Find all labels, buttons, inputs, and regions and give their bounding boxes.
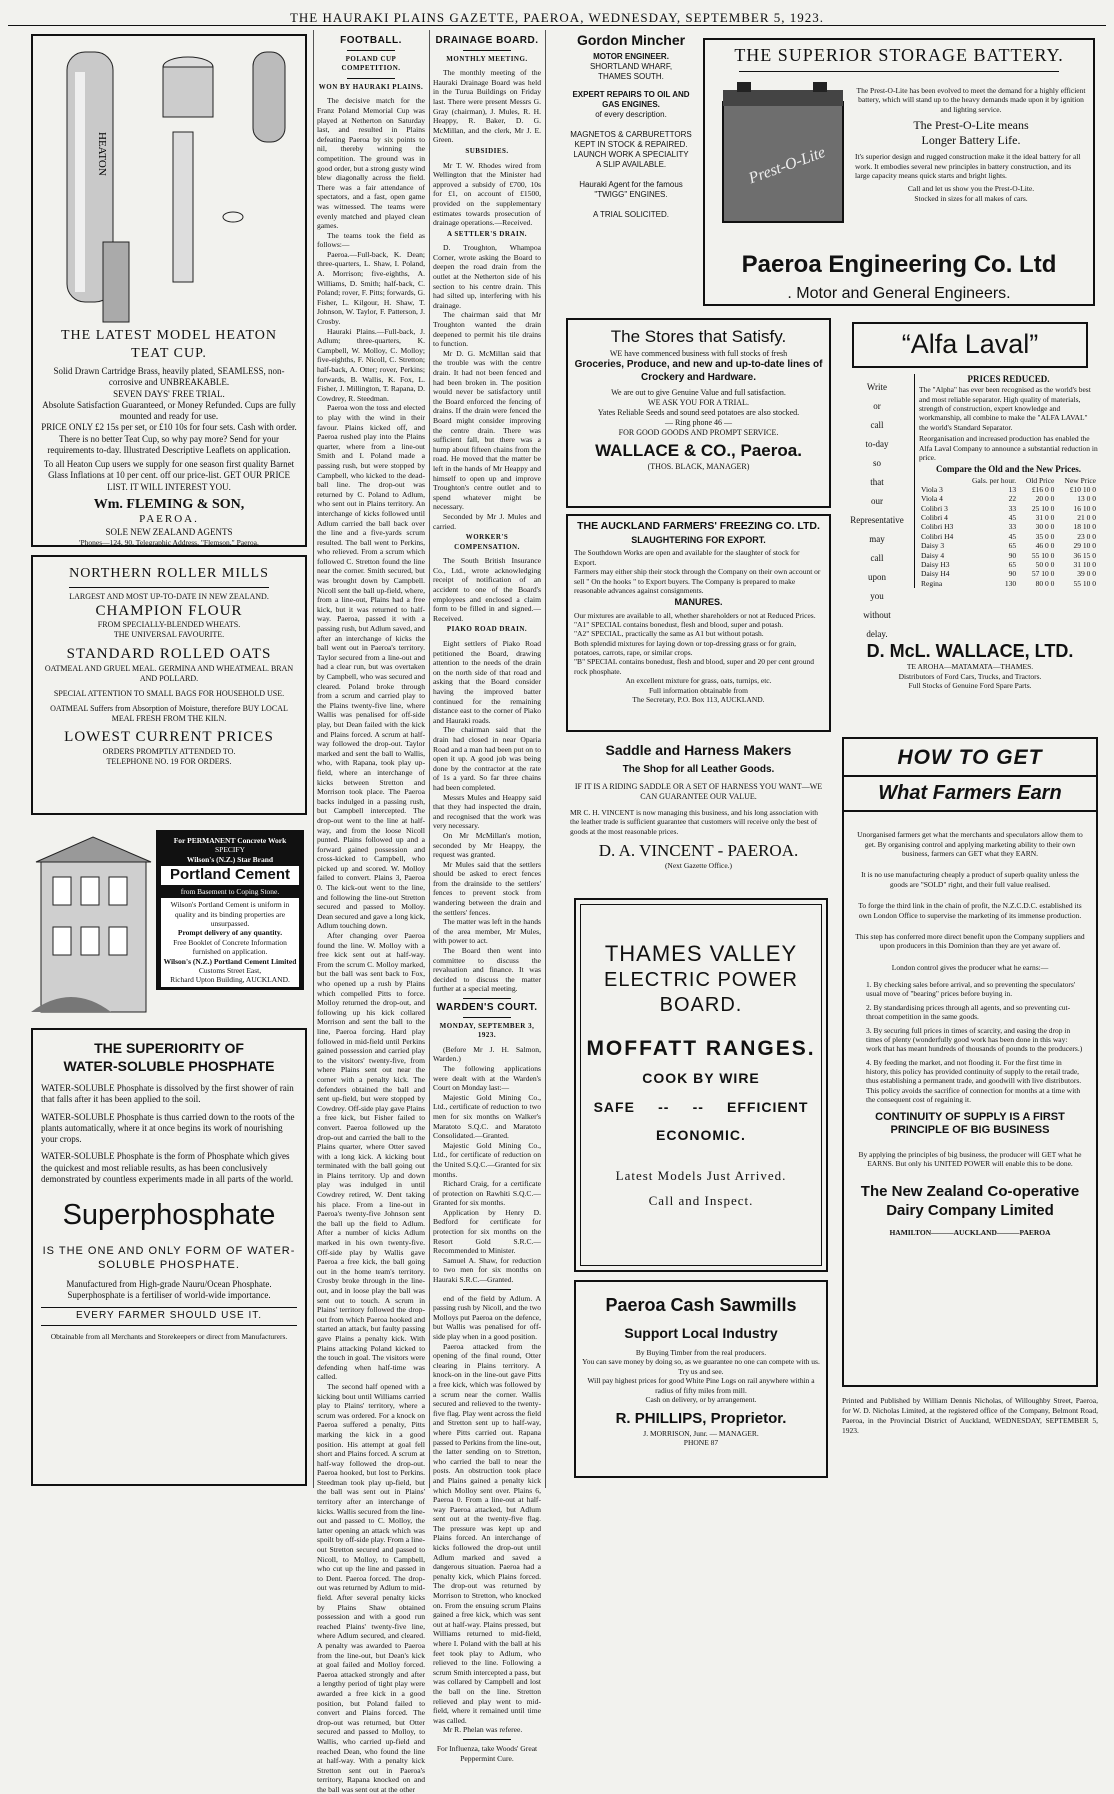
cement-line: Prompt delivery of any quantity.: [177, 928, 283, 938]
cell: 45: [1008, 531, 1017, 541]
mills-line: OATMEAL Suffers from Absorption of Moisture, therefore BUY LOCAL MEAL FRESH FROM THE KILN.: [50, 704, 288, 723]
article-paragraph: The following applications were dealt with at the Warden's Court on Monday last:—: [433, 1063, 541, 1093]
wallace-stores-ad: [566, 318, 831, 508]
dairy-company-ad: [842, 737, 1098, 1387]
article-paragraph: The Board then went into committee to discuss the revaluation and finance. It was decided to discuss the matter further at a special meeting.: [433, 946, 541, 994]
alfa-line: TE AROHA—MATAMATA—THAMES.: [906, 662, 1034, 671]
mills-line: LARGEST AND MOST UP-TO-DATE IN NEW ZEALAND.: [69, 591, 269, 601]
sawmills-line: Cash on delivery, or by arrangement.: [645, 1394, 757, 1404]
alfa-side-word: Representative: [850, 515, 904, 525]
storage-battery-ad: [703, 38, 1095, 306]
dairy-title-2: What Farmers Earn: [844, 775, 1096, 812]
section-heading: SUBSIDIES.: [465, 146, 509, 155]
dairy-para: By applying the principles of big business, the producer will GET what he EARNS. But only his UNITED POWER will enable this to be done.: [858, 1150, 1082, 1169]
power-line: Latest Models Just Arrived.: [615, 1168, 787, 1184]
dairy-para: To forge the third link in the chain of profit, the N.Z.C.D.C. established its own London Office to supervise the marketing of its immense production.: [858, 901, 1082, 920]
mincher-line: EXPERT REPAIRS TO OIL AND GAS ENGINES.: [572, 89, 690, 109]
saddle-firm: D. A. VINCENT - PAEROA.: [598, 841, 799, 861]
mincher-line: Hauraki Agent for the famous "TWIGG" ENGINES.: [579, 179, 683, 199]
article-paragraph: The teams took the field as follows:—: [317, 230, 425, 250]
power-line: Call and Inspect.: [648, 1192, 754, 1208]
table-row: [919, 551, 1098, 560]
cement-line: Richard Upton Building, AUCKLAND.: [170, 975, 290, 985]
cell: 39 0 0: [1077, 569, 1096, 579]
alfa-side-word: Write: [866, 382, 888, 392]
table-row: [919, 532, 1098, 541]
power-title-2: ELECTRIC POWER BOARD.: [603, 968, 799, 1016]
cell: 31 0 0: [1035, 513, 1055, 522]
battery-firm: Paeroa Engineering Co. Ltd: [741, 251, 1057, 278]
alfa-side-word: may: [869, 534, 885, 544]
alfa-price-table: [919, 476, 1098, 589]
heaton-line: Absolute Satisfaction Guaranteed, or Money Refunded. Cups are fully mounted and ready for use.: [42, 399, 296, 421]
alfa-title: “Alfa Laval”: [852, 322, 1088, 368]
dairy-heading: CONTINUITY OF SUPPLY IS A FIRST: [875, 1110, 1065, 1123]
table-row: [919, 560, 1098, 569]
alfa-side-word: without: [863, 610, 891, 620]
phosphate-title-2: WATER-SOLUBLE PHOSPHATE: [63, 1057, 275, 1074]
sawmills-subtitle: Support Local Industry: [624, 1324, 778, 1341]
alfa-firm: D. McL. WALLACE, LTD.: [866, 641, 1074, 661]
portland-cement-ad: [31, 822, 307, 1022]
phosphate-brand: Superphosphate: [62, 1199, 276, 1231]
heaton-phones: 'Phones—124, 90. Telegraphic Address, "Flemson," Paeroa.: [79, 538, 259, 548]
saddle-line: MR C. H. VINCENT is now managing this business, and his long association with the leather trade is sufficient guarantee that customers will receive only the best of goods at the most reasonable prices.: [570, 808, 819, 836]
stores-line: Groceries, Produce, and new and up-to-date lines of Crockery and Hardware.: [574, 359, 823, 383]
drainage-column: [433, 32, 541, 1763]
mincher-line: SHORTLAND WHARF,: [589, 61, 673, 71]
table-row: [919, 522, 1098, 531]
dairy-list-item: 2. By standardising prices through all agents, and so preventing cut-throat competition in the same goods.: [866, 1002, 1071, 1022]
cell: 57 10 0: [1031, 569, 1055, 579]
cell: 21 0 0: [1077, 513, 1096, 522]
cement-line: Customs Street East,: [198, 965, 262, 975]
superphosphate-ad: [31, 1028, 307, 1486]
heaton-town: PAEROA.: [139, 513, 199, 526]
battery-para: Stocked in sizes for all makes of cars.: [914, 193, 1028, 203]
mincher-line: MOTOR ENGINEER.: [593, 51, 669, 61]
article-paragraph: Richard Craig, for a certificate of protection on Rawhiti S.Q.C.—Granted for six months.: [433, 1179, 541, 1208]
alfa-side-word: that: [870, 477, 884, 487]
cell: 20 0 0: [1035, 494, 1055, 504]
heaton-line: Solid Drawn Cartridge Brass, heavily plated, SEAMLESS, non-corrosive and UNBREAKABLE.: [53, 366, 285, 388]
cell: 16 10 0: [1073, 503, 1096, 513]
mincher-line: MAGNETOS & CARBURETTORS KEPT IN STOCK & REPAIRED.: [570, 129, 692, 149]
article-paragraph: (Before Mr J. H. Salmon, Warden.): [433, 1044, 541, 1064]
dairy-heading: PRINCIPLE OF BIG BUSINESS: [890, 1124, 1050, 1137]
dairy-para: This step has conferred more direct benefit upon the Company suppliers and upon producers in this Dominion than they are yet aware of.: [855, 931, 1085, 951]
moffatt-ranges: MOFFATT RANGES.: [586, 1036, 816, 1060]
article-paragraph: Seconded by Mr J. Mules and carried.: [433, 511, 541, 531]
cell: 35 0 0: [1035, 531, 1055, 541]
saddle-title: Saddle and Harness Makers: [605, 742, 792, 758]
gordon-mincher-ad: [566, 32, 696, 310]
printers-imprint: Printed and Published by William Dennis Nicholas, of Willoughby Street, Paeroa, for W. D. Nicholas Limited, at the registered office of the Company, Belmont Road, Paeroa, in the Provincial District of Auckland, WEDNESDAY, SEPTEMBER 5, 1923.: [842, 1396, 1098, 1436]
stores-line: (THOS. BLACK, MANAGER): [647, 461, 750, 471]
article-paragraph: Mr T. W. Rhodes wired from Wellington that the Minister had approved a subsidy of £700, 10s for £1, on account of £1500, provided on the supplementary estimates towards prosecution of drainage operations.—Received.: [433, 160, 541, 228]
article-paragraph: end of the field by Adlum. A passing rush by Nicoll, and the two Molloys put Paeroa on the defence, but Wallis was penalised for off-side play when in a good position.: [433, 1293, 541, 1341]
cell: £10 10 0: [1069, 484, 1096, 494]
mills-champion-flour: CHAMPION FLOUR: [95, 602, 243, 619]
column-rule: [545, 30, 546, 1488]
cell: 13 0 0: [1077, 494, 1096, 504]
phosphate-line: Superphosphate is a fertiliser of world-wide importance.: [67, 1290, 271, 1300]
mills-rolled-oats: STANDARD ROLLED OATS: [66, 646, 272, 663]
cell: 33: [1008, 522, 1017, 532]
cell: 23 0 0: [1077, 531, 1096, 541]
cell: Daisy 4: [921, 550, 945, 560]
table-row: [919, 494, 1098, 503]
mills-line: FROM SPECIALLY-BLENDED WHEATS.: [97, 620, 241, 630]
phosphate-title-1: THE SUPERIORITY OF: [94, 1040, 244, 1056]
heaton-line: PRICE ONLY £2 15s per set, or £10 10s for four sets. Cash with order.: [41, 422, 297, 433]
power-safe: SAFE: [593, 1099, 635, 1116]
stores-line: WE ASK YOU FOR A TRIAL.: [648, 398, 749, 408]
freezing-co-ad: [566, 514, 831, 732]
article-paragraph: Eight settlers of Piako Road petitioned the Board, drawing attention to the needs of the drain on the north side of that road and asking that the Board consider having the improved batter continued for the remaining distance east to the corner of Piako and Hauraki roads.: [433, 639, 541, 725]
cell: 46 0 0: [1035, 541, 1055, 551]
article-paragraph: The chairman said that Mr Troughton wanted the drain deepened to permit his tile drains to function.: [433, 310, 541, 349]
article-paragraph: Mr D. G. McMillan said that the trouble was with the centre drain. It had not been fenced and had been broken in. The position would never be satisfactory until the Board enforced the fencing of drains. If the drain were fenced the Board might consider improving the centre drain. There was sufficient fall, but there was a hump about fifteen chains from the road. He moved that the matter be left in the hands of Mr Heappy and himself to open up and improve Troughton's centre outlet and to spend whatever might be necessary.: [433, 348, 541, 512]
alfa-line: Distributors of Ford Cars, Trucks, and Tractors.: [898, 672, 1042, 681]
phosphate-line: Manufactured from High-grade Nauru/Ocean Phosphate.: [66, 1278, 272, 1289]
table-header: Old Price: [1025, 475, 1055, 485]
battery-illustration: [715, 82, 850, 232]
freezing-para: The Secretary, P.O. Box 113, AUCKLAND.: [632, 694, 765, 704]
article-paragraph: Mr R. Phelan was referee.: [443, 1725, 523, 1735]
mills-line: ORDERS PROMPTLY ATTENDED TO.: [102, 746, 236, 756]
alfa-laval-ad: [842, 318, 1098, 688]
cell: 13: [1008, 484, 1017, 494]
article-paragraph: The chairman said that the drain had closed in near Oparia Road and a man had been put on to open it up. A good job was being done by the contractor at the rate of 1s a yard. So far three chains had been completed.: [433, 725, 541, 792]
masthead: THE HAURAKI PLAINS GAZETTE, PAEROA, WEDNESDAY, SEPTEMBER 5, 1923.: [0, 0, 1114, 28]
freezing-para: Our mixtures are available to all, whether shareholders or not at Reduced Prices.: [574, 610, 816, 620]
freezing-para: "A1" SPECIAL contains bonedust, flesh and blood, super and potash.: [574, 619, 784, 629]
battery-logo: Prest-O-Lite: [746, 143, 828, 188]
stores-line: — Ring phone 46 —: [664, 418, 733, 428]
alfa-side-word: call: [870, 420, 884, 430]
article-paragraph: Paeroa won the toss and elected to play with the wind in their favour. Plains kicked off, and Paeroa rushed play into the Plains quarter, where from a line-out Smith and I. Poland made a passing rush, but were stopped by Campbell, who kicked to the dead-ball line. The drop-out was returned by C. Poland to Adlum, who sent out in Plains territory. An interchange of kicks followed until Adlum carried the ball back over the line and a five-yards scrum resulted. The ball went to Perkins, who relieved. From a scrum which followed C. Stretton found the line near the corner. Smith secured, but was brought down by Campbell. Nicoll sent the ball up-field, where, from a line-out, Plains had a free kick, but it was returned to half-way. Paeroa, passed it with a passing rush, but Adlum saved, and after an interchange of kicks the ball went out in Paeroa's territory. Taylor secured from a line-out and had a clear run, but was overtaken by Campbell, who was secured and cleared. Poland broke through from a scrum and carried play to the Plains twenty-five line, where Wallis was penalised for off-side play, but Dean failed with the kick and Plains forced. A scrum at half-way followed the drop-out. Taylor marked and sent the ball to Wallis, who, with Rapana, took play up-field, where an interchange of kicks between Stretton and Morrison took place. The Paeroa backs indulged in a passing rush, but Campbell intercepted. The drop-out went to the line at half-way, and from the loose Nicoll punted. Plains followed up and a forward gained possession and cross-kicked to Campbell, who picked up and scored. W. Molloy failed to convert. Plains 3, Paeroa 0. The kick-out went to the line, and following the line-out Stretton secured and passed to Molloy. Dean secured and gave a long kick, Adlum touching down.: [317, 403, 425, 931]
filler-notice: For Influenza, take Woods' Great Peppermint Cure.: [436, 1743, 538, 1763]
heaton-title-1: THE LATEST MODEL HEATON: [60, 328, 277, 343]
cell: 25 10 0: [1031, 503, 1055, 513]
alfa-side-word: delay.: [866, 629, 888, 639]
sawmills-line: J. MORRISON, Junr. — MANAGER.: [643, 1429, 759, 1438]
alfa-side-word: you: [870, 591, 884, 601]
cell: Colibri H4: [921, 531, 954, 541]
mincher-line: A SLIP AVAILABLE.: [595, 159, 667, 169]
stores-firm: WALLACE & CO., Paeroa.: [595, 441, 802, 461]
battery-title: THE SUPERIOR STORAGE BATTERY.: [734, 45, 1064, 65]
freezing-title: THE AUCKLAND FARMERS' FREEZING CO. LTD.: [577, 520, 820, 532]
freezing-para: "B" SPECIAL contains bonedust, flesh and blood, super and 20 per cent ground rock phosphate.: [574, 657, 814, 676]
mincher-line: of every description.: [595, 109, 667, 119]
section-heading: PIAKO ROAD DRAIN.: [446, 625, 528, 634]
battery-para: The Prest-O-Lite has been evolved to meet the demand for a highly efficient battery, which will stand up to the heavy demands made upon it by ignition and lighting service.: [856, 86, 1086, 114]
cement-line: Wilson's (N.Z.) Portland Cement Limited: [163, 956, 297, 966]
table-header: [919, 476, 962, 485]
power-economic: ECONOMIC.: [656, 1126, 746, 1143]
football-subheading: POLAND CUP COMPETITION.: [341, 54, 401, 73]
mills-line: THE UNIVERSAL FAVOURITE.: [113, 630, 225, 640]
cell: 65: [1008, 541, 1017, 551]
mincher-name: Gordon Mincher: [576, 32, 686, 48]
sawmills-firm: R. PHILLIPS, Proprietor.: [615, 1410, 787, 1428]
phosphate-line: IS THE ONE AND ONLY FORM OF WATER-SOLUBLE PHOSPHATE.: [42, 1245, 296, 1271]
power-dash: --: [692, 1099, 704, 1116]
cell: 90: [1008, 550, 1017, 560]
cell: Viola 4: [921, 494, 943, 504]
table-row: [919, 485, 1098, 494]
cell: 55 10 0: [1031, 550, 1055, 560]
alfa-side-word: so: [872, 458, 881, 468]
cell: Colibri 3: [921, 503, 948, 513]
table-row: [919, 569, 1098, 578]
power-title-1: THAMES VALLEY: [604, 941, 798, 966]
heaton-title-2: TEAT CUP.: [131, 345, 207, 361]
cell: 50 0 0: [1035, 559, 1055, 569]
cement-line: Wilson's Portland Cement is uniform in quality and its binding properties are unsurpassed.: [170, 900, 290, 928]
heaton-line: To all Heaton Cup users we supply for one season first quality Barnet Glass Inflations at 10 per cent. off our price-list. GET OUR PRICE LIST. IT WILL INTEREST YOU.: [43, 459, 295, 492]
article-paragraph: Paeroa attacked from the opening of the final round, Otter clearing in Plains territory. A knock-on in the line-out gave Pitts a free kick, which was followed by a scrum near the corner. Wallis secured and relieved to the twenty-five flag. Play went across the field and Stretton sent up to half-way, where Pitts carried out. Rapana passed to Perkins from the line-out, the latter sending on to Stretton, who carried the ball to near the posts. An obstruction took place and Plains gained a penalty kick which Molloy sent over. Plains 6, Paeroa 0. From a line-out at half-way Paeroa attacked, but Adlum sent out at the twenty-five flag. The pressure was kept up and Plains forced. An interchange of kicks followed the drop-out until Adlum marked and saved a dangerous situation. Paeroa had a penalty kick, which Plains forced. The drop-out was returned by Morrison to Stretton, who knocked on. From the ensuing scrum Plains gained a free kick, which was sent out at half-way. Plains pressed, but Williams returned to mid-field, where I. Poland with the ball at his feet took play to Adlum, who relieved to the line. Following a scrum Smith intercepted a pass, but was collared by Campbell and lost the ball on the line. Stretton relieved and play went to mid-field, where it remained until time was called.: [433, 1341, 541, 1725]
phosphate-line: EVERY FARMER SHOULD USE IT.: [41, 1307, 297, 1326]
heaton-cup-engraving: HEATON: [96, 132, 108, 176]
sawmills-line: PHONE 87: [683, 1438, 719, 1448]
table-header: Gals. per hour.: [971, 475, 1017, 485]
phosphate-para: WATER-SOLUBLE Phosphate is the form of Phosphate which gives the quickest and most reliable results, as has been conclusively demonstrated by countless experiments made in all parts of the world.: [41, 1151, 294, 1184]
cell: 65: [1008, 559, 1017, 569]
column-rule: [313, 30, 314, 1488]
article-paragraph: The second half opened with a kicking bout until Williams carried play to Plains' territory, where a scrum was ordered. For a knock on Paeroa suffered a penalty, Pitts marking the kick in a good position. His attempt at goal fell short and Plains forced. A scrum at half-way followed the drop-out. Paeroa hooked, but lost to Perkins. Steedman took play up-field, but the ball was sent out in Plains' territory after an interchange of kicks. Wallis secured from the line-out and passed to C. Molloy, the latter opening an attack which was spoilt by off-side play. From a line-out Stretton secured and passed to Nicoll, to Molloy, to Campbell, who cut up the line and passed in to Dent. Paeroa forced. The drop-out was returned by Adlum to mid-field. After several penalty kicks by Plains Shaw obtained possession and with a good run reached Plains' twenty-five line, where Adlum secured, and cleared. A penalty was awarded to Paeroa from the line-out, but Dean's kick at goal failed and Molloy forced. Paeroa attacked strongly and after a lengthy period of tight play were awarded a free kick in a good position, but Poland failed to convert and Plains forced. The drop-out was returned, but Otter secured and passed to Molloy, to Wallis, who carried up-field and reached Dean, who found the line at half-way. With a penalty kick Stretton sent out in Paeroa's territory, Rapana knocked on and the ball was sent out at the other: [317, 1381, 425, 1794]
saddle-line: (Next Gazette Office.): [664, 861, 733, 871]
freezing-para: The Southdown Works are open and available for the slaughter of stock for Export.: [574, 548, 800, 567]
article-paragraph: The decisive match for the Franz Poland Memorial Cup was played at Netherton on Saturday last, and resulted in Plains defeating Paeroa by six points to nil, thereby winning the competition. The ground was in good order, but a strong gusty wind blew diagonally across the field. There was a fair attendance of spectators, and a fast, open game was witnessed. The teams were evenly matched and played clean games.: [317, 96, 425, 231]
cell: Colibri H3: [921, 522, 954, 532]
article-paragraph: Mr Mules said that the settlers should be asked to erect fences from the drainside to the settlers' fences to prevent stock from wandering between the drain and the settlers' fences.: [433, 859, 541, 917]
saddle-harness-ad: [566, 738, 831, 883]
alfa-side-word: to-day: [865, 439, 889, 449]
phosphate-line: Obtainable from all Merchants and Storekeepers or direct from Manufacturers.: [50, 1331, 288, 1341]
article-paragraph: Messrs Mules and Heappy said that they had inspected the drain, and recognised that the work was very necessary.: [433, 792, 541, 831]
table-row: [919, 541, 1098, 550]
football-column: [317, 32, 425, 1794]
stores-line: Yates Reliable Seeds and sound seed potatoes are also stocked.: [597, 408, 800, 418]
mills-line: OATMEAL AND GRUEL MEAL. GERMINA AND WHEATMEAL. BRAN AND POLLARD.: [44, 664, 294, 683]
dairy-list-item: 3. By securing full prices in times of scarcity, and easing the drop in times of plenty (wonderfully good work has been done in this way: work that has meant hundreds of thousands of pounds to the producers.): [866, 1025, 1083, 1054]
alfa-line: Full Stocks of Genuine Ford Spare Parts.: [908, 681, 1032, 690]
saddle-line: IF IT IS A RIDING SADDLE OR A SET OF HARNESS YOU WANT—WE CAN GUARANTEE OUR VALUE.: [574, 782, 823, 801]
article-paragraph: Hauraki Plains.—Full-back, J. Adlum; three-quarters, K. Campbell, W. Molloy, C. Molloy; five-eighths, F. Nicoll, C. Stretton; half-back, A. Otter; rover, Perkins; forwards, B. Wallis, K. Fox, L. Fisher, J. Millington, T. Rapana, D. Cowdrey, R. Steedman.: [317, 326, 425, 403]
freezing-para: Full information obtainable from: [649, 685, 748, 695]
sawmills-line: By Buying Timber from the real producers.: [635, 1348, 767, 1357]
cell: 30 0 0: [1035, 522, 1055, 532]
alfa-heading: Compare the Old and the New Prices.: [935, 464, 1082, 475]
alfa-heading: PRICES REDUCED.: [967, 374, 1050, 384]
football-subheading: WON BY HAURAKI PLAINS.: [318, 82, 424, 91]
table-header: New Price: [1064, 475, 1096, 485]
stores-title: The Stores that Satisfy.: [610, 327, 787, 346]
cell: 18 10 0: [1073, 522, 1096, 532]
cement-line: For PERMANENT Concrete Work: [173, 836, 287, 845]
alfa-para: Reorganisation and increased production has enabled the Alfa Laval Company to announce a substantial reduction in price.: [919, 434, 1098, 462]
table-row: [919, 579, 1098, 588]
freezing-heading: MANURES.: [674, 597, 723, 608]
football-heading: FOOTBALL.: [340, 35, 402, 46]
stores-line: FOR GOOD GOODS AND PROMPT SERVICE.: [618, 428, 779, 438]
dairy-para: It is no use manufacturing cheaply a product of superb quality unless the goods are "SOLD" right, and their full value realised.: [861, 870, 1079, 889]
table-row: [919, 504, 1098, 513]
heaton-line: SEVEN DAYS' FREE TRIAL.: [113, 388, 225, 399]
cell: Colibri 4: [921, 513, 948, 522]
mincher-line: A TRIAL SOLICITED.: [592, 209, 670, 219]
cook-by-wire: COOK BY WIRE: [642, 1069, 760, 1086]
article-paragraph: Paeroa.—Full-back, K. Dean; three-quarters, L. Shaw, I. Poland, A. Morrison; five-eighths, A. Williams, D. Smith; half-back, C. Poland; rover, F. Pitts; forwards, G. Fisher, L. Kilgour, H. Shaw, T. Johnson, W. Taylor, F. Patterson, J. Crosby.: [317, 249, 425, 327]
article-paragraph: The monthly meeting of the Hauraki Drainage Board was held in the Turua Buildings on Friday last. There were present Messrs G. Gray (chairman), J. Mules, R. H. Heappy, R. Baker, D. G. McMillan, and the clerk, Mr J. E. Green.: [433, 68, 541, 145]
article-paragraph: D. Troughton, Whampoa Corner, wrote asking the Board to deepen the road drain from the outlet at the Netherton side of his section to his centre drain. This had silted up, interfering with his drainage.: [433, 243, 541, 310]
freezing-para: "A2" SPECIAL, practically the same as A1 but without potash.: [574, 629, 764, 639]
cell: Daisy H3: [921, 559, 950, 569]
dairy-list-item: 4. By feeding the market, and not flooding it. For the first time in history, this policy has provided continuity of supply to the retail trade, thus establishing a permanent trade, and goodwill with live distributors. This policy avoids the sacrifice of connection for months at a time with the consequent cost of regaining it.: [866, 1057, 1082, 1105]
battery-subtitle: . Motor and General Engineers.: [787, 285, 1011, 302]
section-heading: WORKER'S COMPENSATION.: [454, 533, 520, 551]
dairy-para: London control gives the producer what he earns:—: [891, 962, 1049, 972]
mincher-line: LAUNCH WORK A SPECIALITY: [573, 149, 689, 159]
drainage-heading: DRAINAGE BOARD.: [435, 35, 539, 46]
cell: 29 10 0: [1073, 541, 1096, 551]
alfa-side-word: our: [871, 496, 883, 506]
cement-line: Wilson's (N.Z.) Star Brand: [186, 854, 274, 864]
alfa-para: The "Alpha" has ever been recognised as the world's best and most reliable separator. High quality of materials, strength of construction, expert knowledge and workmanship, all combine to make the "ALFA LAVAL" the world's Standard Separator.: [919, 385, 1091, 432]
mills-line: SPECIAL ATTENTION TO SMALL BAGS FOR HOUSEHOLD USE.: [53, 689, 285, 698]
heaton-line: There is no better Teat Cup, so why pay more? Send for your requirements to-day. Illustrated Descriptive Leaflets on application.: [47, 433, 291, 455]
mincher-line: THAMES SOUTH.: [598, 71, 664, 81]
section-heading: A SETTLER'S DRAIN.: [447, 229, 527, 238]
mills-lowest-prices: LOWEST CURRENT PRICES: [64, 729, 274, 745]
freezing-heading: SLAUGHTERING FOR EXPORT.: [631, 535, 766, 546]
cement-line: SPECIFY: [214, 845, 245, 855]
cell: 130: [1004, 578, 1017, 588]
cell: £16 0 0: [1031, 484, 1055, 494]
article-paragraph: Application by Henry D. Bedford for certificate for protection for six months on the Resort Gold S.R.C.—Recommended to Minister.: [433, 1207, 541, 1256]
dairy-para: Unorganised farmers get what the merchants and speculators allow them to get. By organising control and applying marketing ability to their own business, farmers can GET what they EARN.: [857, 830, 1083, 858]
article-paragraph: Samuel A. Shaw, for reduction to two men for six months on Hauraki S.R.C.—Granted.: [433, 1255, 541, 1285]
cell: 80 0 0: [1035, 578, 1055, 588]
column-rule: [429, 30, 430, 1488]
phosphate-para: WATER-SOLUBLE Phosphate is thus carried down to the roots of the plants automatically, where it at once begins its work of nourishing your crops.: [41, 1111, 295, 1144]
cement-line: Free Booklet of Concrete Information furnished on application.: [173, 937, 287, 957]
cement-product: Portland Cement: [161, 866, 299, 885]
dairy-towns: HAMILTON———AUCKLAND———PAEROA: [889, 1228, 1051, 1238]
heaton-agents: SOLE NEW ZEALAND AGENTS: [105, 527, 233, 537]
teat-cup-illustration: [53, 42, 293, 332]
sawmills-title: Paeroa Cash Sawmills: [605, 1295, 797, 1315]
cell: 90: [1008, 569, 1017, 579]
stores-line: WE have commenced business with full stocks of fresh: [609, 349, 788, 359]
cell: 33: [1008, 503, 1017, 513]
freezing-para: Both splendid mixtures for laying down or top-dressing grass or for grain, potatoes, carrots, rape, or similar crops.: [574, 638, 797, 657]
alfa-side-word: or: [873, 401, 881, 411]
dairy-list-item: 1. By checking sales before arrival, and so preventing the speculators' usual move of "bearing" prices before buying in.: [866, 980, 1076, 999]
freezing-para: An excellent mixture for grass, oats, turnips, etc.: [625, 676, 772, 686]
battery-heading: Longer Battery Life.: [921, 133, 1021, 148]
mills-line: TELEPHONE NO. 19 FOR ORDERS.: [106, 756, 232, 766]
cell: 45: [1008, 513, 1017, 522]
cell: 36 15 0: [1073, 550, 1096, 560]
dairy-firm: The New Zealand Co-operative: [860, 1182, 1080, 1200]
drainage-subheading: MONTHLY MEETING.: [446, 54, 528, 63]
battery-heading: The Prest-O-Lite means: [913, 118, 1029, 133]
article-paragraph: Majestic Gold Mining Co., Ltd., certificate of reduction to two men for six months on Walker's Maratoto S.Q.C. and Maratoto Consolidated.—Granted.: [433, 1092, 541, 1141]
wardens-court-heading: WARDEN'S COURT.: [436, 1002, 538, 1013]
battery-para: Call and let us show you the Prest-O-Lite.: [907, 184, 1035, 194]
building-illustration: [31, 832, 156, 1022]
cell: Daisy 3: [921, 541, 945, 551]
dairy-title-1: HOW TO GET: [897, 746, 1043, 769]
alfa-side-word: upon: [868, 572, 886, 582]
saddle-subtitle: The Shop for all Leather Goods.: [622, 763, 775, 775]
sawmills-line: You can save money by doing so, as we guarantee no one can compete with us. Try us and see.: [582, 1357, 820, 1376]
heaton-firm: Wm. FLEMING & SON,: [93, 496, 245, 512]
cell: 55 10 0: [1073, 578, 1096, 588]
cell: 22: [1008, 494, 1017, 504]
mills-title: NORTHERN ROLLER MILLS: [69, 566, 269, 581]
article-paragraph: On Mr McMillan's motion, seconded by Mr Heappy, the request was granted.: [433, 830, 541, 860]
article-paragraph: After changing over Paeroa found the line. W. Molloy with a free kick sent out at half-way. From the scrum C. Molloy marked, but the ball was sent back to Fox, who opened up a rush by Plains which compelled Pitts to force. Molloy returned the drop-out, and following up his kick collared Morrison and sent the ball to the line, Paeroa forcing. Hard play followed in mid-field until Perkins gained possession and carried play to the visitors' twenty-five, from where Plains sent out near the corner with a penalty kick. The defenders obtained the ball and sent up-field, but were stopped by Cowdrey. Off-side play gave Plains a free kick, but Fisher failed to convert. Paeroa followed up the drop-out and carried the ball to the Plains quarter, where Otter saved with a long kick. A kicking bout terminated with the ball going out in Plains territory. Up and down play was indulged in until Cowdrey retired, W. Dent taking his place. From a line-out in Paeroa's twenty-five Johnson sent the ball up the field to Adlum. After a number of kicks Adlum marked in his own twenty-five. Off-side play by Wallis gave Paeroa a free kick, the ball going out in the home team's territory. Crosby broke through in the line-out, and in loose play the ball was sent out to touch. A scrum in Plains' territory followed the drop-out from which Paeroa hooked and started an attack, but faulty passing gave Plains a penalty kick. With Plains attacking Poland kicked to the touch in goal. The visitors were defending when half-time was called.: [317, 931, 425, 1382]
dairy-firm: Dairy Company Limited: [886, 1201, 1054, 1219]
cell: Viola 3: [921, 484, 943, 494]
article-paragraph: Majestic Gold Mining Co., Ltd., for certificate of reduction on the United S.Q.C.—Granted for six months.: [433, 1140, 541, 1179]
cell: Daisy H4: [921, 569, 950, 579]
power-dash: --: [658, 1099, 670, 1116]
wardens-court-date: MONDAY, SEPTEMBER 3, 1923.: [439, 1021, 535, 1040]
article-paragraph: The matter was left in the hands of the area member, Mr Mules, with power to act.: [433, 917, 541, 946]
cell: Regina: [921, 578, 943, 588]
alfa-side-text: [842, 378, 912, 644]
table-row: [919, 513, 1098, 522]
northern-roller-mills-ad: [31, 555, 307, 815]
phosphate-para: WATER-SOLUBLE Phosphate is dissolved by the first shower of rain that falls after it has been applied to the soil.: [41, 1083, 294, 1105]
alfa-side-word: call: [870, 553, 884, 563]
heaton-teat-cup-ad: [31, 34, 307, 547]
sawmills-line: Will pay highest prices for good White Pine Logs on rail anywhere within a radius of fifty miles from mill.: [587, 1376, 815, 1395]
power-board-ad: [574, 898, 828, 1272]
cement-line: from Basement to Coping Stone.: [180, 886, 280, 896]
power-efficient: EFFICIENT: [727, 1099, 809, 1116]
cell: 31 10 0: [1073, 559, 1096, 569]
freezing-para: Farmers may either ship their stock through the Company on their own account or sell " On the hooks " to Export buyers. The Company is prepared to make reasonable advances against consignments.: [574, 567, 821, 595]
article-paragraph: The South British Insurance Co., Ltd., wrote acknowledging receipt of notification of an accident to one of the Board's employees and enclosed a claim form to be filled in and signed.—Received.: [433, 556, 541, 623]
sawmills-ad: [574, 1280, 828, 1478]
stores-line: We are out to give Genuine Value and full satisfaction.: [611, 388, 786, 398]
battery-para: It's superior design and rugged construction make it the ideal battery for all work. It embodies several new principles in battery construction, and its large capacity means quick starts and bright lights.: [855, 152, 1081, 180]
